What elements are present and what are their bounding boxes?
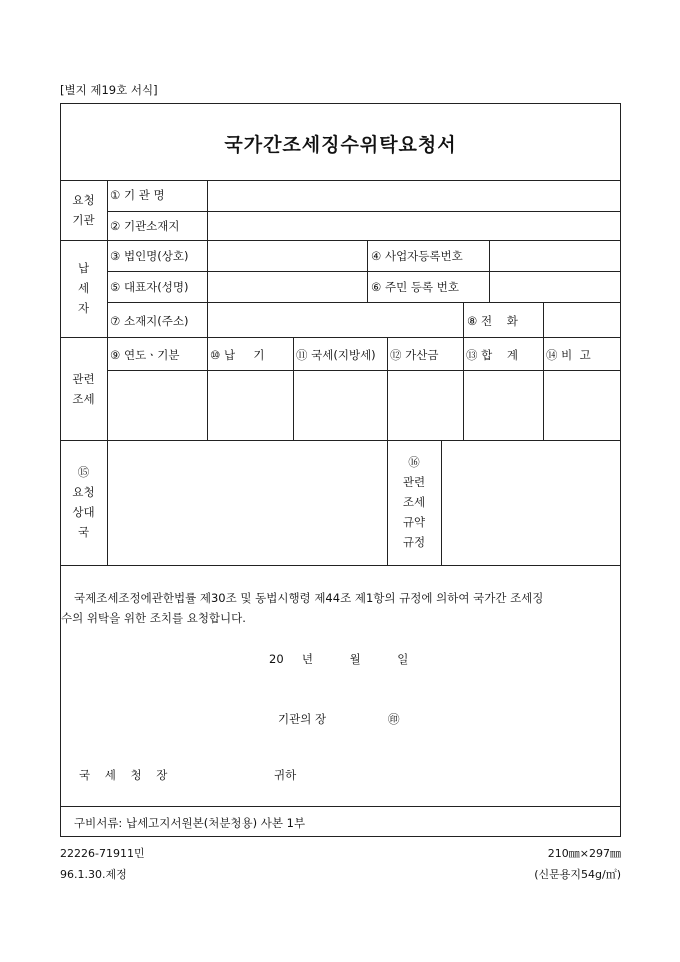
representative-label: ⑤ 대표자(성명) [110,280,189,294]
statement-line-2: 수의 위탁을 위한 조치를 요청합니다. [61,611,246,625]
col-total: ⑬ 합 계 [466,348,518,362]
footer-paper-size: 210㎜×297㎜ [547,847,621,860]
col-penalty: ⑫ 가산금 [390,348,439,362]
counterpart-country-label: ⑮ 요청 상대 국 [72,465,95,539]
form-title: 국가간조세징수위탁요청서 [224,134,457,156]
statement-line-1: 국제조세조정에관한법률 제30조 및 동법시행령 제44조 제1항의 규정에 의하여 국가간 조세징 [74,591,544,605]
tax-type-cell[interactable] [295,372,385,438]
due-date-cell[interactable] [209,372,291,438]
year-period-cell[interactable] [109,372,205,438]
tax-treaty-rule-field[interactable] [443,442,619,563]
corporation-name-field[interactable] [209,242,365,269]
penalty-cell[interactable] [389,372,461,438]
taxpayer-address-label: ⑦ 소재지(주소) [110,314,189,328]
date-line: 20 년 월 일 [269,652,409,666]
col-due-date: ⑩ 납 기 [210,348,265,362]
form-number: [별지 제19호 서식] [60,83,158,97]
col-year-period: ⑨ 연도ㆍ기분 [110,348,180,362]
corporation-name-label: ③ 법인명(상호) [110,249,189,263]
representative-field[interactable] [209,273,365,300]
resident-number-field[interactable] [491,273,619,300]
col-note: ⑭ 비 고 [546,348,591,362]
tax-treaty-rule-label: ⑯ 관련 조세 규약 규정 [402,455,426,549]
institution-address-field[interactable] [209,213,619,238]
taxpayer-section-label: 납 세 자 [77,261,90,315]
institution-address-label: ② 기관소재지 [110,219,180,233]
footer-enactment-date: 96.1.30.제정 [60,868,127,881]
institution-name-label: ① 기 관 명 [110,188,165,202]
tax-section-label: 관련 조세 [72,372,95,406]
footer-paper-type: (신문용지54g/㎡) [534,868,621,881]
institution-name-field[interactable] [209,182,619,209]
resident-number-label: ⑥ 주민 등록 번호 [371,280,459,294]
business-number-field[interactable] [491,242,619,269]
footer-form-code: 22226-71911민 [60,847,145,860]
phone-field[interactable] [545,304,619,335]
note-cell[interactable] [545,372,619,438]
addressee-honorific: 귀하 [274,768,297,782]
counterpart-country-field[interactable] [109,442,385,563]
total-cell[interactable] [465,372,541,438]
taxpayer-address-field[interactable] [209,304,461,335]
attachments-note: 구비서류: 납세고지서원본(처분청용) 사본 1부 [74,816,306,830]
requester-section-label: 요청 기관 [72,193,95,227]
signer-title: 기관의 장 [278,712,327,726]
phone-label: ⑧ 전 화 [467,314,518,328]
col-tax-type: ⑪ 국세(지방세) [296,348,376,362]
seal-mark: ㊞ [388,712,400,726]
business-number-label: ④ 사업자등록번호 [371,249,463,263]
addressee: 국 세 청 장 [79,768,168,782]
